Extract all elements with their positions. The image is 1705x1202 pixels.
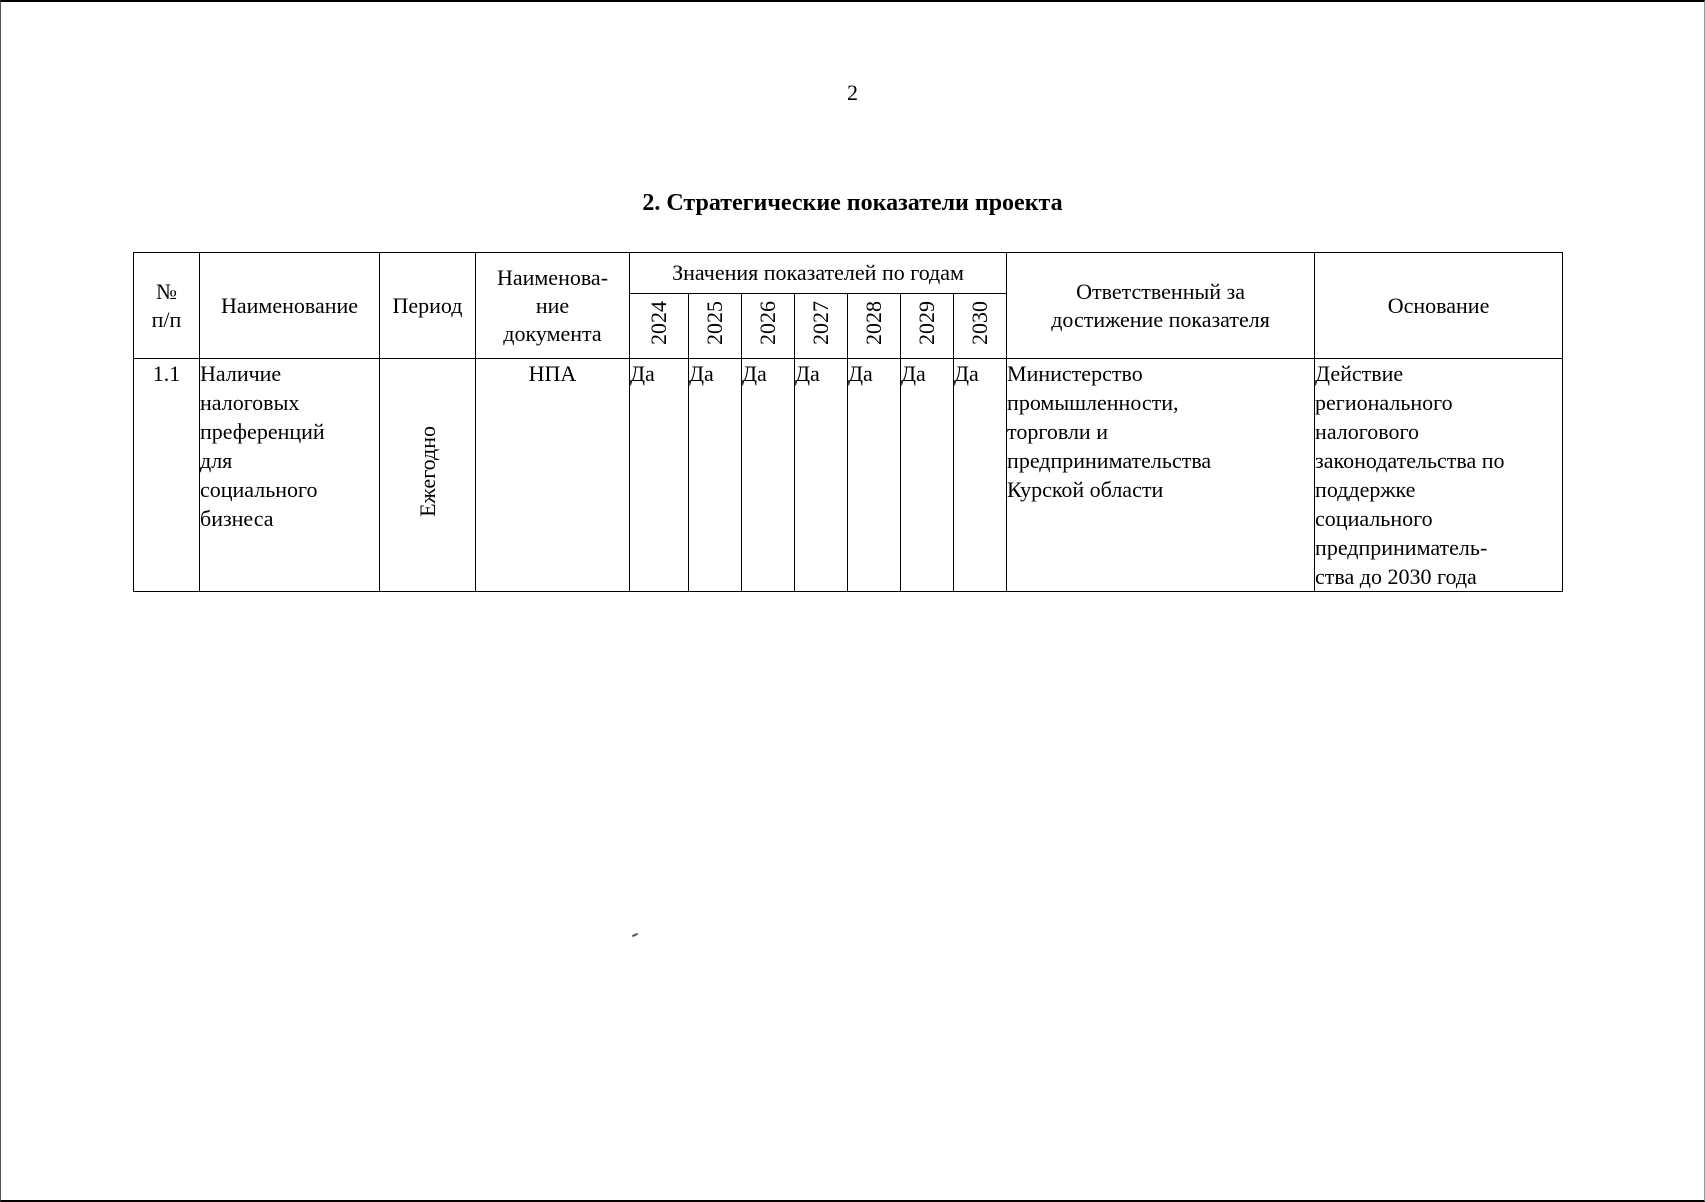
row-responsible: Министерство промышленности, торговли и предпринимательства Курской области (1007, 359, 1315, 592)
header-row (134, 253, 1563, 294)
row-value-2024: Да (630, 359, 689, 592)
header-year-2025: 2025 (689, 294, 742, 359)
header-number: № п/п (134, 253, 200, 359)
table-row (134, 359, 1563, 592)
header-year-2026: 2026 (742, 294, 795, 359)
header-year-2027: 2027 (795, 294, 848, 359)
row-value-2029: Да (901, 359, 954, 592)
header-year-2028: 2028 (848, 294, 901, 359)
row-document: НПА (476, 359, 630, 592)
header-basis: Основание (1315, 253, 1563, 359)
row-period: Ежегодно (380, 359, 476, 592)
row-number: 1.1 (134, 359, 200, 592)
header-values-by-year: Значения показателей по годам (630, 253, 1007, 294)
row-value-2030: Да (954, 359, 1007, 592)
row-value-2026: Да (742, 359, 795, 592)
row-basis: Действие регионального налогового законодательства по поддержке социального предприниматель- ства до 2030 года (1315, 359, 1563, 592)
row-value-2028: Да (848, 359, 901, 592)
header-year-2030: 2030 (954, 294, 1007, 359)
header-year-2024: 2024 (630, 294, 689, 359)
row-indicator-name: Наличие налоговых преференций для социального бизнеса (200, 359, 380, 592)
header-name: Наименование (200, 253, 380, 359)
section-title: 2. Стратегические показатели проекта (642, 190, 1063, 216)
header-period: Период (380, 253, 476, 359)
header-responsible: Ответственный за достижение показателя (1007, 253, 1315, 359)
header-year-2029: 2029 (901, 294, 954, 359)
strategic-indicators-table (133, 252, 1563, 592)
row-value-2027: Да (795, 359, 848, 592)
page-number: 2 (847, 80, 858, 105)
row-value-2025: Да (689, 359, 742, 592)
header-document: Наименова- ние документа (476, 253, 630, 359)
